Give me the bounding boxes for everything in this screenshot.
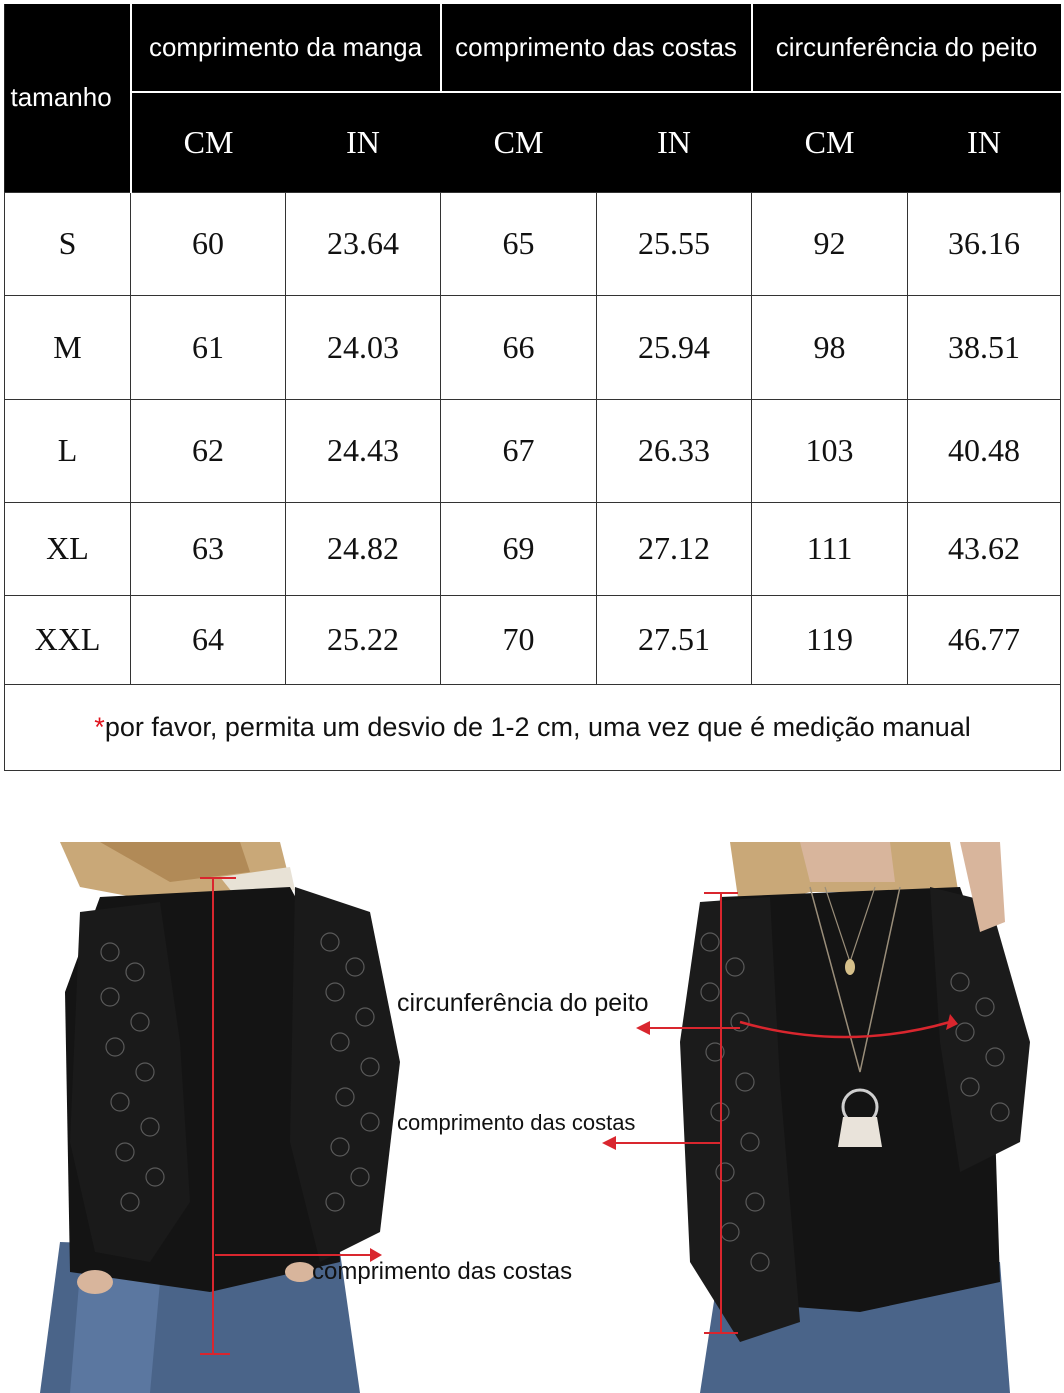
table-cell: 24.03 xyxy=(286,295,441,399)
front-length-bottom-tick xyxy=(704,1332,738,1334)
unit-header: IN xyxy=(597,92,752,192)
table-cell: 63 xyxy=(131,502,286,595)
back-length-measure-line xyxy=(212,877,214,1355)
table-cell: 60 xyxy=(131,192,286,295)
chest-pointer-line xyxy=(642,1027,740,1029)
front-length-top-tick xyxy=(704,892,738,894)
table-cell: 40.48 xyxy=(908,399,1061,502)
measurement-note xyxy=(5,684,1061,770)
size-label: S xyxy=(5,192,131,295)
back-length-bottom-tick xyxy=(200,1353,230,1355)
length-pointer-line xyxy=(608,1142,720,1144)
table-cell: 119 xyxy=(752,595,908,684)
table-cell: 27.12 xyxy=(597,502,752,595)
table-row xyxy=(5,192,1061,295)
table-cell: 24.43 xyxy=(286,399,441,502)
table-cell: 36.16 xyxy=(908,192,1061,295)
table-cell: 25.55 xyxy=(597,192,752,295)
arrow-head-icon xyxy=(636,1021,650,1035)
table-cell: 111 xyxy=(752,502,908,595)
table-cell: 25.94 xyxy=(597,295,752,399)
unit-header: CM xyxy=(131,92,286,192)
table-cell: 26.33 xyxy=(597,399,752,502)
front-view-photo xyxy=(660,842,1064,1393)
front-length-measure-line xyxy=(720,892,722,1332)
table-cell: 24.82 xyxy=(286,502,441,595)
table-cell: 69 xyxy=(441,502,597,595)
table-cell: 92 xyxy=(752,192,908,295)
back-view-illustration xyxy=(40,842,420,1393)
table-cell: 43.62 xyxy=(908,502,1061,595)
table-cell: 98 xyxy=(752,295,908,399)
chest-circumference-header: circunferência do peito xyxy=(752,4,1061,92)
back-length-label: comprimento das costas xyxy=(312,1258,573,1285)
table-row xyxy=(5,399,1061,502)
table-cell: 61 xyxy=(131,295,286,399)
table-cell: 23.64 xyxy=(286,192,441,295)
size-label: XL xyxy=(5,502,131,595)
table-cell: 66 xyxy=(441,295,597,399)
unit-header: IN xyxy=(908,92,1061,192)
size-label: XXL xyxy=(5,595,131,684)
chest-circumference-label: circunferência do peito xyxy=(397,989,649,1017)
size-label: L xyxy=(5,399,131,502)
note-text: por favor, permita um desvio de 1-2 cm, uma vez que é medição manual xyxy=(104,711,971,742)
table-row xyxy=(5,502,1061,595)
unit-header: CM xyxy=(752,92,908,192)
table-cell: 62 xyxy=(131,399,286,502)
table-cell: 65 xyxy=(441,192,597,295)
table-row xyxy=(5,295,1061,399)
table-cell: 103 xyxy=(752,399,908,502)
back-view-photo xyxy=(40,842,420,1393)
unit-header: CM xyxy=(441,92,597,192)
note-asterisk: * xyxy=(94,711,105,742)
table-cell: 64 xyxy=(131,595,286,684)
table-cell: 46.77 xyxy=(908,595,1061,684)
size-label: M xyxy=(5,295,131,399)
table-cell: 27.51 xyxy=(597,595,752,684)
table-cell: 70 xyxy=(441,595,597,684)
size-chart-table xyxy=(4,4,1061,771)
back-length-header: comprimento das costas xyxy=(441,4,752,92)
sleeve-length-header: comprimento da manga xyxy=(131,4,441,92)
table-row xyxy=(5,595,1061,684)
measurement-note-row xyxy=(5,684,1061,770)
table-cell: 38.51 xyxy=(908,295,1061,399)
table-cell: 67 xyxy=(441,399,597,502)
arrow-head-icon xyxy=(602,1136,616,1150)
unit-header: IN xyxy=(286,92,441,192)
table-cell: 25.22 xyxy=(286,595,441,684)
back-length-top-tick xyxy=(200,877,236,879)
front-length-label: comprimento das costas xyxy=(397,1110,636,1135)
size-column-header: tamanho xyxy=(5,4,131,192)
